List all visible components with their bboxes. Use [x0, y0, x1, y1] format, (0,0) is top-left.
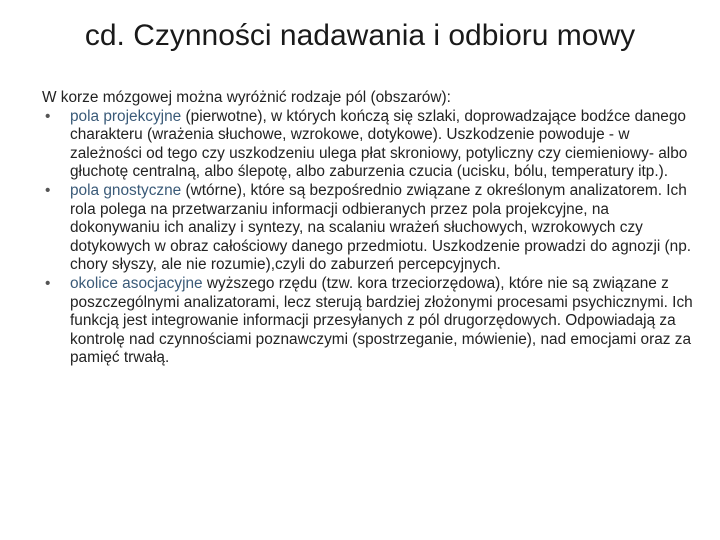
bullet-item-association-areas — [42, 275, 702, 368]
bullet-term: okolice asocjacyjne — [70, 274, 203, 292]
bullet-dot-icon: • — [45, 274, 51, 292]
slide-title: cd. Czynności nadawania i odbioru mowy — [84, 19, 636, 52]
intro-text: W korze mózgowej można wyróżnić rodzaje pól (obszarów): — [42, 89, 451, 106]
bullet-item-gnostic-fields — [42, 182, 702, 275]
bullet-text: (pierwotne), w których kończą się szlaki, doprowadzające bodźce danego charakteru (wrażenia słuchowe, wzrokowe, dotykowe). Uszkodzenie powoduje - w zależności od tego czy uszkodzeniu ulega płat skroniowy, potyliczny czy ciemieniowy- albo głuchotę centralną, albo ślepotę, albo zaburzenia czucia (ucisku, bólu, temperatury itp.). — [70, 107, 688, 181]
bullet-text: wyższego rzędu (tzw. kora trzeciorzędowa), które nie są związane z poszczególnymi analizatorami, lecz sterują bardziej złożonymi procesami psychicznymi. Ich funkcją jest integrowanie informacji przesyłanych z pól drugorzędowych. Odpowiadają za kontrolę nad czynnościami poznawczymi (spostrzeganie, mówienie), nad emocjami oraz za pamięć trwałą. — [70, 274, 693, 367]
bullet-term: pola gnostyczne — [70, 181, 182, 199]
bullet-list — [42, 108, 702, 368]
bullet-text: (wtórne), które są bezpośrednio związane z określonym analizatorem. Ich rola polega na przetwarzaniu informacji odbieranych przez pola projekcyjne, na dokonywaniu ich analizy i syntezy, na scalaniu wrażeń słuchowych, wzrokowych czy dotykowych w obraz całościowy danego przedmiotu. Uszkodzenie prowadzi do agnozji (np. chory słyszy, ale nie rozumie),czyli do zaburzeń percepcyjnych. — [70, 181, 692, 274]
bullet-item-projection-fields — [42, 108, 702, 182]
bullet-term: pola projekcyjne — [70, 107, 182, 125]
bullet-dot-icon: • — [45, 181, 51, 199]
slide-content — [42, 89, 702, 368]
bullet-dot-icon: • — [45, 107, 51, 125]
